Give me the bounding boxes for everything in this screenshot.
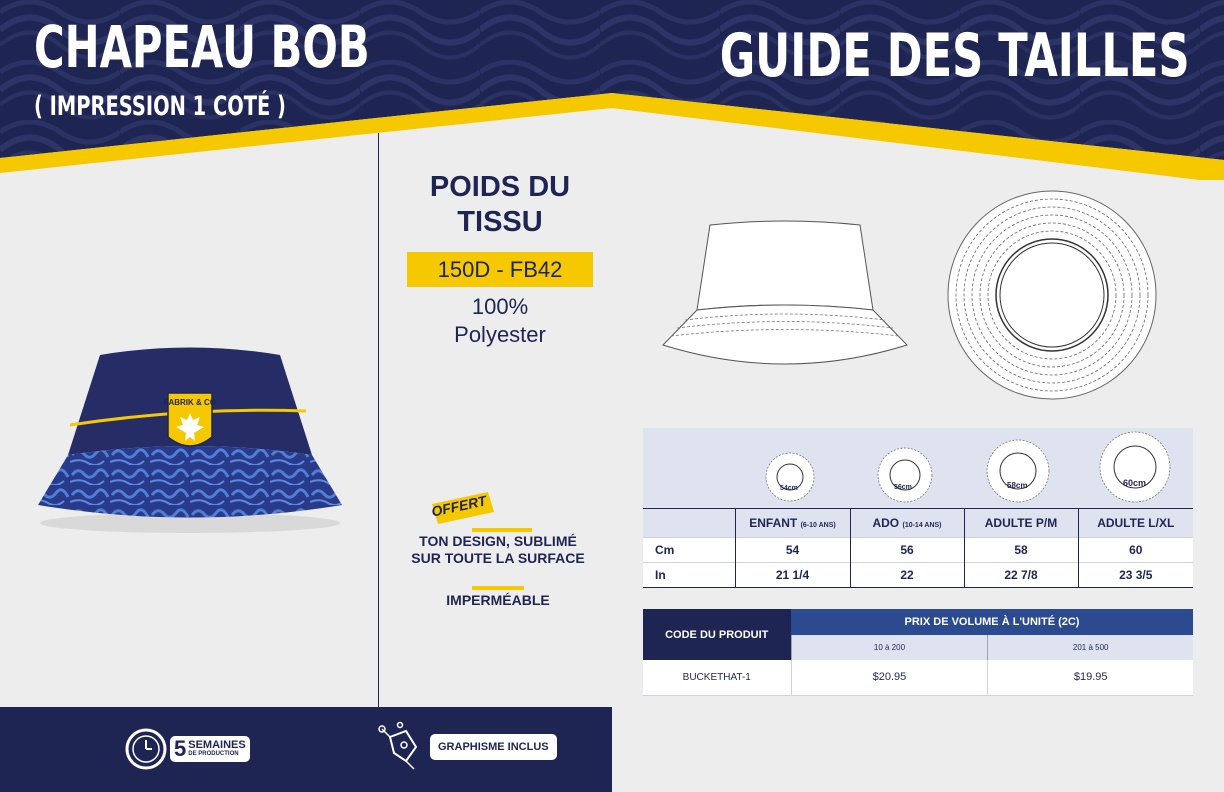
size-guide	[643, 428, 1193, 588]
size-58-label: 58cm	[1007, 481, 1028, 490]
size-col-enfant	[735, 509, 850, 538]
size-col-enfant-label: ENFANT	[749, 516, 798, 530]
price-tier-1: $20.95	[791, 660, 988, 695]
size-cell: 21 1/4	[735, 563, 850, 588]
feature-design	[398, 533, 598, 567]
size-row-in	[643, 563, 1193, 588]
size-header-row	[643, 509, 1193, 538]
bucket-hat-top-drawing	[945, 188, 1160, 403]
graphic-included	[376, 721, 557, 773]
pen-tool-icon	[376, 721, 428, 773]
product-subtitle: ( IMPRESSION 1 COTÉ )	[34, 91, 286, 122]
size-icons-row	[643, 428, 1193, 508]
price-table	[643, 609, 1193, 696]
range-1: 10 à 200	[791, 635, 988, 660]
bucket-hat-photo	[30, 345, 350, 535]
hat-logo-text: FABRIK & CO	[164, 398, 216, 407]
size-54-label: 54cm	[780, 485, 798, 492]
size-col-adulte-pm	[964, 509, 1078, 538]
size-col-adulte-lxl-label: ADULTE L/XL	[1097, 516, 1175, 530]
size-col-adulte-lxl	[1078, 509, 1193, 538]
size-cell: 56	[850, 538, 964, 563]
size-row-in-label: In	[643, 563, 735, 588]
size-cell: 22	[850, 563, 964, 588]
size-row-cm-label: Cm	[643, 538, 735, 563]
product-code: BUCKETHAT-1	[643, 660, 791, 695]
size-cell: 58	[964, 538, 1078, 563]
feature-design-line1: TON DESIGN, SUBLIMÉ	[419, 533, 577, 549]
bucket-hat-side-drawing	[655, 215, 915, 375]
feature-underline-2	[472, 586, 524, 590]
feature-design-line2: SUR TOUTE LA SURFACE	[411, 550, 585, 566]
size-58-icon	[986, 439, 1050, 503]
size-col-ado-sub: (10-14 ANS)	[902, 522, 942, 529]
weeks-label: SEMAINES	[188, 739, 246, 751]
size-54-icon	[765, 452, 815, 502]
price-tier-2: $19.95	[988, 660, 1193, 695]
production-time	[124, 727, 250, 771]
size-row-cm	[643, 538, 1193, 563]
fabric-percent: 100%	[471, 294, 529, 319]
size-60-label: 60cm	[1123, 478, 1147, 488]
size-cell: 22 7/8	[964, 563, 1078, 588]
size-56-icon	[877, 447, 933, 503]
volume-price-header: PRIX DE VOLUME À L'UNITÉ (2C)	[791, 609, 1193, 635]
feature-underline-1	[472, 528, 532, 532]
clock-icon	[124, 727, 168, 771]
fabric-material: Polyester	[454, 322, 546, 347]
fabric-weight-block	[400, 170, 600, 349]
feature-waterproof: IMPERMÉABLE	[446, 592, 550, 608]
fabric-title-line2: TISSU	[457, 206, 543, 238]
size-cell: 60	[1078, 538, 1193, 563]
vertical-divider	[378, 133, 379, 707]
fabric-code: 150D - FB42	[407, 252, 593, 287]
weeks-sub: DE PRODUCTION	[188, 751, 239, 757]
weeks-number: 5	[174, 736, 187, 761]
weeks-pill	[170, 736, 250, 762]
size-col-enfant-sub: (6-10 ANS)	[800, 522, 836, 529]
size-table	[643, 508, 1193, 588]
weeks-text	[188, 740, 245, 758]
guide-title: GUIDE DES TAILLES	[720, 21, 1190, 91]
size-col-ado-label: ADO	[872, 516, 900, 530]
product-title: CHAPEAU BOB	[34, 13, 370, 81]
product-code-header: CODE DU PRODUIT	[643, 609, 791, 660]
price-header-row	[643, 609, 1193, 635]
size-header-blank	[643, 509, 735, 538]
size-col-adulte-pm-label: ADULTE P/M	[984, 516, 1058, 530]
graphic-label: GRAPHISME INCLUS	[430, 734, 557, 760]
price-row	[643, 660, 1193, 695]
footer-band	[0, 707, 612, 792]
range-2: 201 à 500	[988, 635, 1193, 660]
fabric-title-line1: POIDS DU	[429, 171, 571, 203]
size-56-label: 56cm	[894, 484, 912, 491]
offert-label: OFFERT	[429, 492, 488, 520]
size-cell: 23 3/5	[1078, 563, 1193, 588]
size-60-icon	[1099, 431, 1171, 503]
price-table-block	[643, 609, 1193, 696]
size-col-ado	[850, 509, 964, 538]
size-cell: 54	[735, 538, 850, 563]
